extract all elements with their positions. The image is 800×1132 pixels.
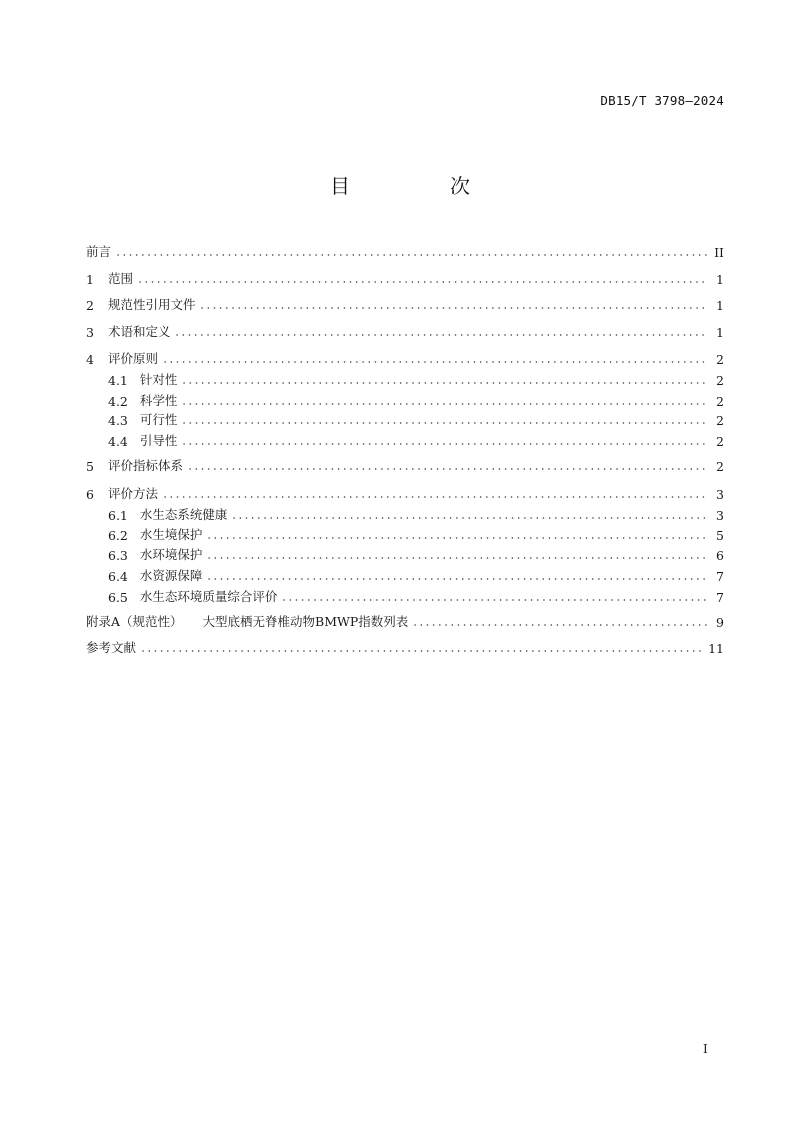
toc-entry-4-4[interactable] — [108, 433, 724, 449]
toc-entry-label: 大型底栖无脊椎动物BMWP指数列表 — [202, 614, 409, 629]
toc-entry-6-5[interactable] — [108, 589, 724, 605]
toc-entry-4[interactable] — [86, 351, 724, 367]
toc-entry-label: 水生态系统健康 — [139, 507, 228, 522]
toc-entry-label: 参考文献 — [86, 640, 137, 655]
dot-leader — [181, 421, 708, 425]
dot-leader — [187, 467, 708, 471]
toc-entry-label: 术语和定义 — [107, 324, 171, 339]
toc-entry-page: 6 — [716, 548, 724, 563]
toc-entry-page: 2 — [716, 394, 724, 409]
toc-entry-page: 7 — [716, 590, 724, 605]
dot-leader — [206, 556, 708, 560]
toc-entry-number: 6.3 — [108, 548, 128, 563]
toc-entry-4-2[interactable] — [108, 393, 724, 409]
toc-entry-label: 评价指标体系 — [107, 458, 183, 473]
dot-leader — [162, 360, 708, 364]
footer-page-number: I — [703, 1042, 708, 1056]
toc-entry-number: 6.5 — [108, 590, 128, 605]
toc-entry-appendix-a[interactable] — [86, 614, 724, 630]
toc-entry-label: 引导性 — [139, 433, 178, 448]
toc-entry-page: 1 — [716, 272, 724, 287]
toc-entry-label: 规范性引用文件 — [107, 297, 196, 312]
toc-entry-appendix-number: 附录A（规范性） — [86, 614, 183, 629]
toc-entry-number: 2 — [86, 298, 94, 313]
toc-entry-page: 9 — [716, 615, 724, 630]
toc-entry-page: 1 — [716, 298, 724, 313]
toc-entry-page: 5 — [716, 528, 724, 543]
toc-entry-label: 水生态环境质量综合评价 — [139, 589, 278, 604]
toc-entry-page: 2 — [716, 352, 724, 367]
toc-entry-page: 7 — [716, 569, 724, 584]
toc-entry-number: 4.4 — [108, 434, 128, 449]
dot-leader — [206, 536, 708, 540]
dot-leader — [181, 442, 708, 446]
toc-entry-1[interactable] — [86, 271, 724, 287]
toc-entry-5[interactable] — [86, 458, 724, 474]
toc-entry-4-1[interactable] — [108, 372, 724, 388]
toc-entry-references[interactable] — [86, 640, 724, 656]
toc-entry-page: 2 — [716, 434, 724, 449]
toc-entry-number: 4.2 — [108, 394, 128, 409]
toc-entry-4-3[interactable] — [108, 412, 724, 428]
toc-entry-number: 6.2 — [108, 528, 128, 543]
dot-leader — [140, 649, 702, 653]
toc-entry-page: 1 — [716, 325, 724, 340]
toc-entry-number: 3 — [86, 325, 94, 340]
dot-leader — [162, 495, 708, 499]
dot-leader — [231, 516, 708, 520]
toc-entry-label: 评价原则 — [107, 351, 158, 366]
toc-entry-label: 可行性 — [139, 412, 178, 427]
page-title: 目 次 — [330, 174, 510, 198]
toc-entry-number: 4 — [86, 352, 94, 367]
toc-entry-page: 11 — [708, 641, 724, 656]
dot-leader — [412, 623, 708, 627]
toc-entry-number: 4.3 — [108, 413, 128, 428]
toc-entry-number: 1 — [86, 272, 94, 287]
toc-entry-page: II — [714, 245, 724, 260]
toc-entry-label: 水环境保护 — [139, 547, 203, 562]
toc-entry-page: 2 — [716, 459, 724, 474]
dot-leader — [199, 306, 708, 310]
toc-entry-6-2[interactable] — [108, 527, 724, 543]
dot-leader — [181, 381, 708, 385]
toc-entry-label: 评价方法 — [107, 486, 158, 501]
toc-entry-page: 2 — [716, 413, 724, 428]
toc-entry-6[interactable] — [86, 486, 724, 502]
toc-entry-6-1[interactable] — [108, 507, 724, 523]
toc-entry-label: 科学性 — [139, 393, 178, 408]
dot-leader — [137, 280, 708, 284]
toc-entry-6-4[interactable] — [108, 568, 724, 584]
toc-entry-page: 3 — [716, 487, 724, 502]
toc-entry-label: 前言 — [86, 244, 112, 259]
toc-entry-label: 水资源保障 — [139, 568, 203, 583]
toc-entry-number: 4.1 — [108, 373, 128, 388]
toc-entry-number: 6.1 — [108, 508, 128, 523]
toc-entry-number: 6.4 — [108, 569, 128, 584]
dot-leader — [206, 577, 708, 581]
toc-entry-3[interactable] — [86, 324, 724, 340]
toc-entry-label: 水生境保护 — [139, 527, 203, 542]
toc-entry-foreword[interactable] — [86, 244, 724, 260]
toc-entry-number: 5 — [86, 459, 94, 474]
dot-leader — [181, 402, 708, 406]
toc-entry-page: 2 — [716, 373, 724, 388]
toc-entry-2[interactable] — [86, 297, 724, 313]
dot-leader — [115, 253, 708, 257]
dot-leader — [174, 333, 708, 337]
toc-entry-label: 范围 — [107, 271, 133, 286]
toc-entry-page: 3 — [716, 508, 724, 523]
toc-entry-6-3[interactable] — [108, 547, 724, 563]
standard-code: DB15/T 3798—2024 — [600, 93, 724, 108]
toc-entry-label: 针对性 — [139, 372, 178, 387]
dot-leader — [281, 598, 708, 602]
toc-entry-number: 6 — [86, 487, 94, 502]
